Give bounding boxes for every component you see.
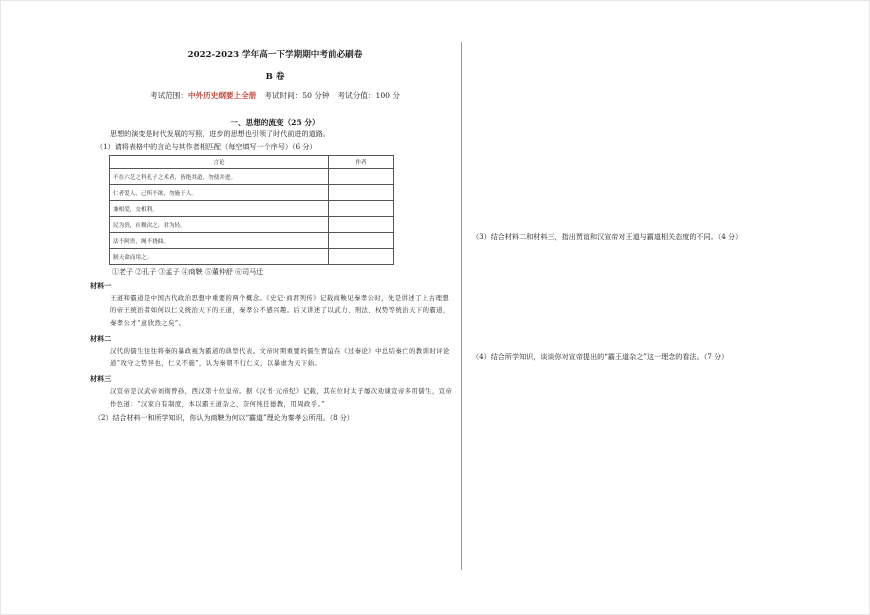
material-2-text: 汉代的儒生往往将秦的暴政视为霸道的典型代表。文帝时期重要的儒生贾谊在《过秦论》中总结秦亡的教训时评论道“攻守之势异也，仁义不施”，认为秦朝不行仁义，以暴虐为天下始。 <box>110 347 450 368</box>
column-header-quote: 言论 <box>110 156 329 169</box>
score-text: 考试分值：100 分 <box>337 91 401 100</box>
table-row <box>110 169 394 185</box>
question-3-prompt: （3）结合材料二和材料三，指出贾谊和汉宣帝对王道与霸道相关态度的不同。（4 分） <box>472 232 743 241</box>
scope-value: 中外历史纲要上全册 <box>187 91 257 100</box>
exam-meta <box>96 90 454 102</box>
table-row <box>110 217 394 233</box>
question-2-prompt: （2）结合材料一和所学知识，你认为商鞅为何以“霸道”理论为秦孝公所用。（8 分） <box>94 414 354 423</box>
quote-author-table <box>109 155 394 265</box>
author-answer-cell[interactable] <box>329 217 394 233</box>
quote-cell: 不在六艺之科孔子之术者，皆绝其道，勿使并进。 <box>110 169 329 185</box>
material-1-text: 王道和霸道是中国古代政治思想中重要的两个概念。《史记·商君列传》记载商鞅见秦孝公时，先是讲述了上古理想的帝王统治者如何以仁义统治天下的王道，秦孝公不感兴趣。后又讲述了以武力、刑法、权势等统治天下的霸道，秦孝公才“意欣然之矣”。 <box>110 295 450 327</box>
quote-cell: 兼相爱，交相利。 <box>110 201 329 217</box>
quote-cell: 法不阿贵，绳不挠曲。 <box>110 233 329 249</box>
material-3-label: 材料三 <box>90 374 112 384</box>
column-divider <box>461 42 462 570</box>
author-answer-cell[interactable] <box>329 233 394 249</box>
exam-title: 2022-2023 学年高一下学期期中考前必刷卷 <box>187 50 363 60</box>
question-4-prompt: （4）结合所学知识，谈谈你对宣帝提出的“霸王道杂之”这一理念的看法。（7 分） <box>472 352 729 361</box>
time-text: 考试时间：50 分钟 <box>264 91 330 100</box>
quote-cell: 制天命而用之。 <box>110 249 329 265</box>
material-2-label: 材料二 <box>90 333 112 343</box>
quote-cell: 仁者爱人，己所不欲，勿施于人。 <box>110 185 329 201</box>
author-answer-cell[interactable] <box>329 249 394 265</box>
table-row <box>110 233 394 249</box>
table-row <box>110 185 394 201</box>
intro-text: 思想的演变是时代发展的写照，进步的思想也引领了时代前进的道路。 <box>110 129 330 138</box>
author-answer-cell[interactable] <box>329 185 394 201</box>
material-1-label: 材料一 <box>90 281 112 290</box>
table-row <box>110 249 394 265</box>
section-title: 一、思想的流变（25 分） <box>230 118 320 127</box>
question-1-prompt: （1）请将表格中的言论与其作者相匹配（每空填写一个序号）（6 分） <box>96 142 317 151</box>
material-3-text: 汉宣帝是汉武帝刘彻曾孙，西汉第十位皇帝。据《汉书·元帝纪》记载，其在位时太子屡次劝谏宣帝多用儒生，宣帝作色道：“汉家自有制度，本以霸王道杂之，奈何纯任德教，用周政乎。” <box>110 388 453 408</box>
table-row <box>110 201 394 217</box>
quote-cell: 民为贵，社稷次之，君为轻。 <box>110 217 329 233</box>
scope-label: 考试范围： <box>149 91 188 100</box>
author-answer-cell[interactable] <box>329 169 394 185</box>
author-answer-cell[interactable] <box>329 201 394 217</box>
table-header-row <box>110 156 394 169</box>
column-header-author: 作者 <box>329 156 394 169</box>
author-options: ①老子 ②孔子 ③孟子 ④商鞅 ⑤董仲舒 ⑥司马迁 <box>112 268 264 276</box>
left-column <box>90 48 454 424</box>
exam-volume: B 卷 <box>265 72 285 82</box>
